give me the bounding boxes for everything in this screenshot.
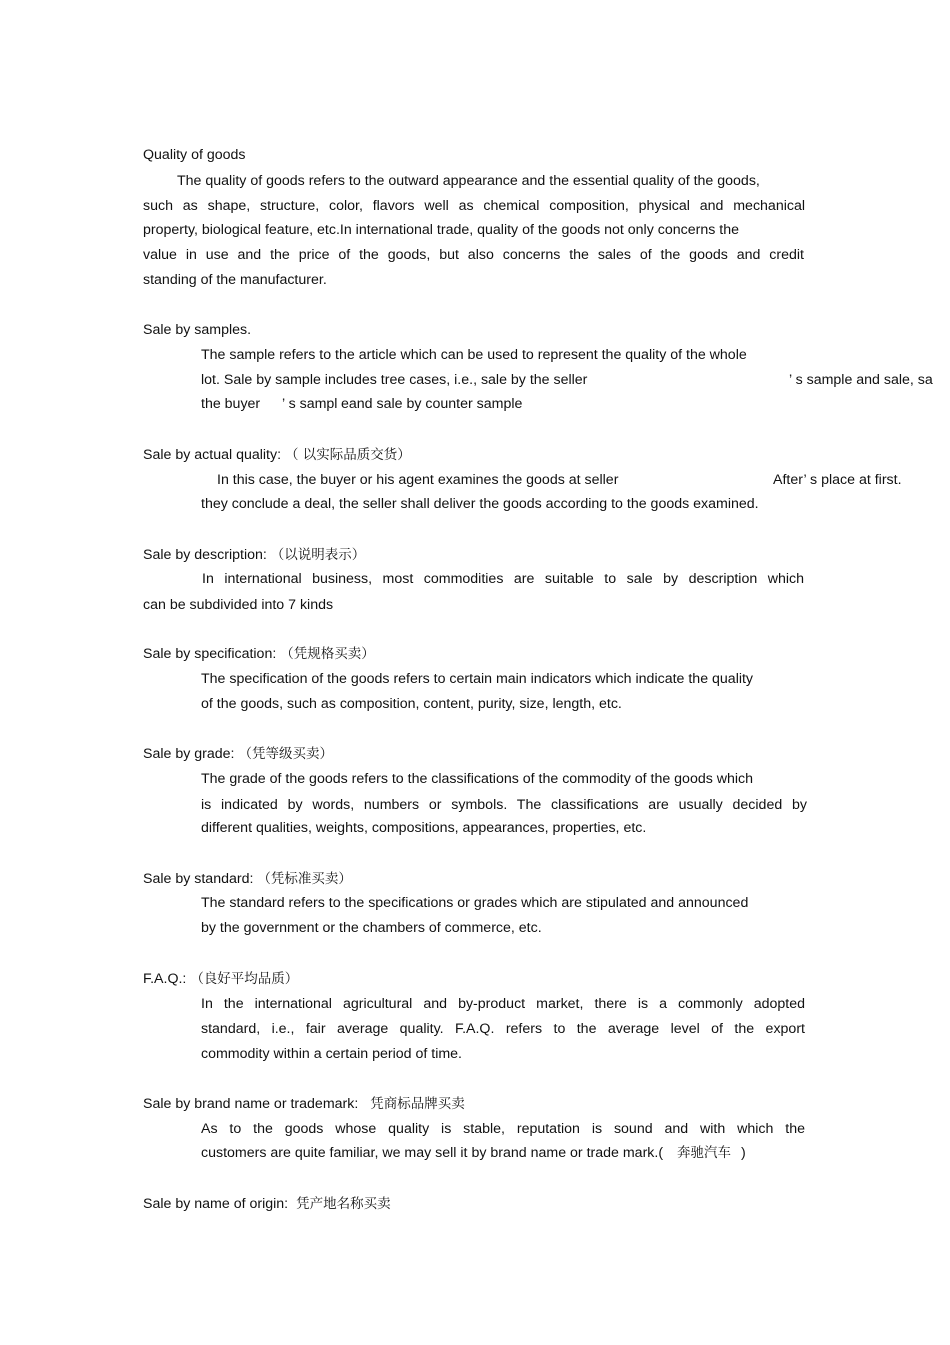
section-heading-quality: Quality of goods: [143, 147, 246, 163]
paragraph-line: standard, i.e., fair average quality. F.A.Q. refers to the average level of the export: [201, 1021, 805, 1037]
paragraph-line-fragment: ’ s sampl: [282, 396, 338, 412]
paragraph-line: is indicated by words, numbers or symbols. The classifications are usually decided by: [201, 797, 807, 813]
heading-chinese: 凭产地名称买卖: [296, 1196, 391, 1212]
paragraph-line-fragment: ’ s sample and sale, sa: [789, 372, 933, 388]
paragraph-text: ): [740, 1145, 746, 1161]
heading-chinese: （凭规格买卖）: [280, 646, 375, 662]
paragraph-line: The standard refers to the specifications or grades which are stipulated and announced: [201, 895, 749, 911]
paragraph-line: different qualities, weights, compositions, appearances, properties, etc.: [201, 820, 647, 836]
paragraph-line: The specification of the goods refers to certain main indicators which indicate the quality: [201, 671, 754, 687]
paragraph-line: by the government or the chambers of commerce, etc.: [201, 920, 542, 936]
paragraph-line: such as shape, structure, color, flavors well as chemical composition, physical and mechanical: [143, 198, 805, 214]
section-heading-samples: Sale by samples.: [143, 322, 252, 338]
paragraph-text: customers are quite familiar, we may sell it by brand name or trade mark.(: [201, 1145, 664, 1161]
heading-chinese: （凭标准买卖）: [257, 871, 352, 887]
heading-text: Sale by grade:: [143, 746, 235, 762]
paragraph-line: In this case, the buyer or his agent examines the goods at seller: [217, 472, 619, 488]
paragraph-line: In international business, most commodities are suitable to sale by description which: [202, 571, 804, 587]
section-heading-brand: [143, 1095, 465, 1113]
paragraph-line: property, biological feature, etc.In international trade, quality of the goods not only concerns the: [143, 222, 739, 238]
paragraph-line: As to the goods whose quality is stable, reputation is sound and with which the: [201, 1121, 805, 1137]
paragraph-line: The sample refers to the article which can be used to represent the quality of the whole: [201, 347, 747, 363]
heading-chinese: （ 以实际品质交货）: [284, 447, 411, 463]
paragraph-line-fragment: the buyer: [201, 396, 261, 412]
heading-text: F.A.Q.:: [143, 971, 187, 987]
paragraph-line: The grade of the goods refers to the classifications of the commodity of the goods which: [201, 771, 754, 787]
section-heading-standard: [143, 870, 352, 888]
heading-text: Sale by name of origin:: [143, 1196, 289, 1212]
paragraph-line: they conclude a deal, the seller shall deliver the goods according to the goods examined.: [201, 496, 759, 512]
paragraph-line: [201, 1144, 746, 1162]
heading-text: Sale by standard:: [143, 871, 254, 887]
heading-text: Sale by specification:: [143, 646, 277, 662]
heading-chinese: （良好平均品质）: [190, 971, 299, 987]
section-heading-grade: [143, 745, 333, 763]
heading-chinese: 凭商标品牌买卖: [370, 1096, 465, 1112]
paragraph-line: The quality of goods refers to the outward appearance and the essential quality of the goods,: [177, 173, 760, 189]
paragraph-line-fragment: eand sale by counter sample: [341, 396, 523, 412]
paragraph-line: In the international agricultural and by-product market, there is a commonly adopted: [201, 996, 805, 1012]
paragraph-line: lot. Sale by sample includes tree cases, i.e., sale by the seller: [201, 372, 588, 388]
paragraph-line: can be subdivided into 7 kinds: [143, 597, 334, 613]
paragraph-line-fragment: After’ s place at first.: [773, 472, 902, 488]
paragraph-line: commodity within a certain period of time.: [201, 1046, 463, 1062]
heading-text: Sale by brand name or trademark:: [143, 1096, 359, 1112]
paragraph-line: value in use and the price of the goods, but also concerns the sales of the goods and credit: [143, 247, 804, 263]
paragraph-line: of the goods, such as composition, content, purity, size, length, etc.: [201, 696, 622, 712]
section-heading-description: [143, 546, 365, 564]
section-heading-specification: [143, 645, 375, 663]
heading-chinese: （凭等级买卖）: [238, 746, 333, 762]
section-heading-faq: [143, 970, 298, 988]
heading-text: Sale by description:: [143, 547, 267, 563]
section-heading-actual: [143, 446, 411, 464]
section-heading-origin: [143, 1195, 391, 1213]
heading-text: Sale by actual quality:: [143, 447, 282, 463]
paragraph-line: standing of the manufacturer.: [143, 272, 327, 288]
paragraph-chinese: 奔驰汽车: [677, 1145, 732, 1161]
heading-chinese: （以说明表示）: [270, 547, 366, 563]
